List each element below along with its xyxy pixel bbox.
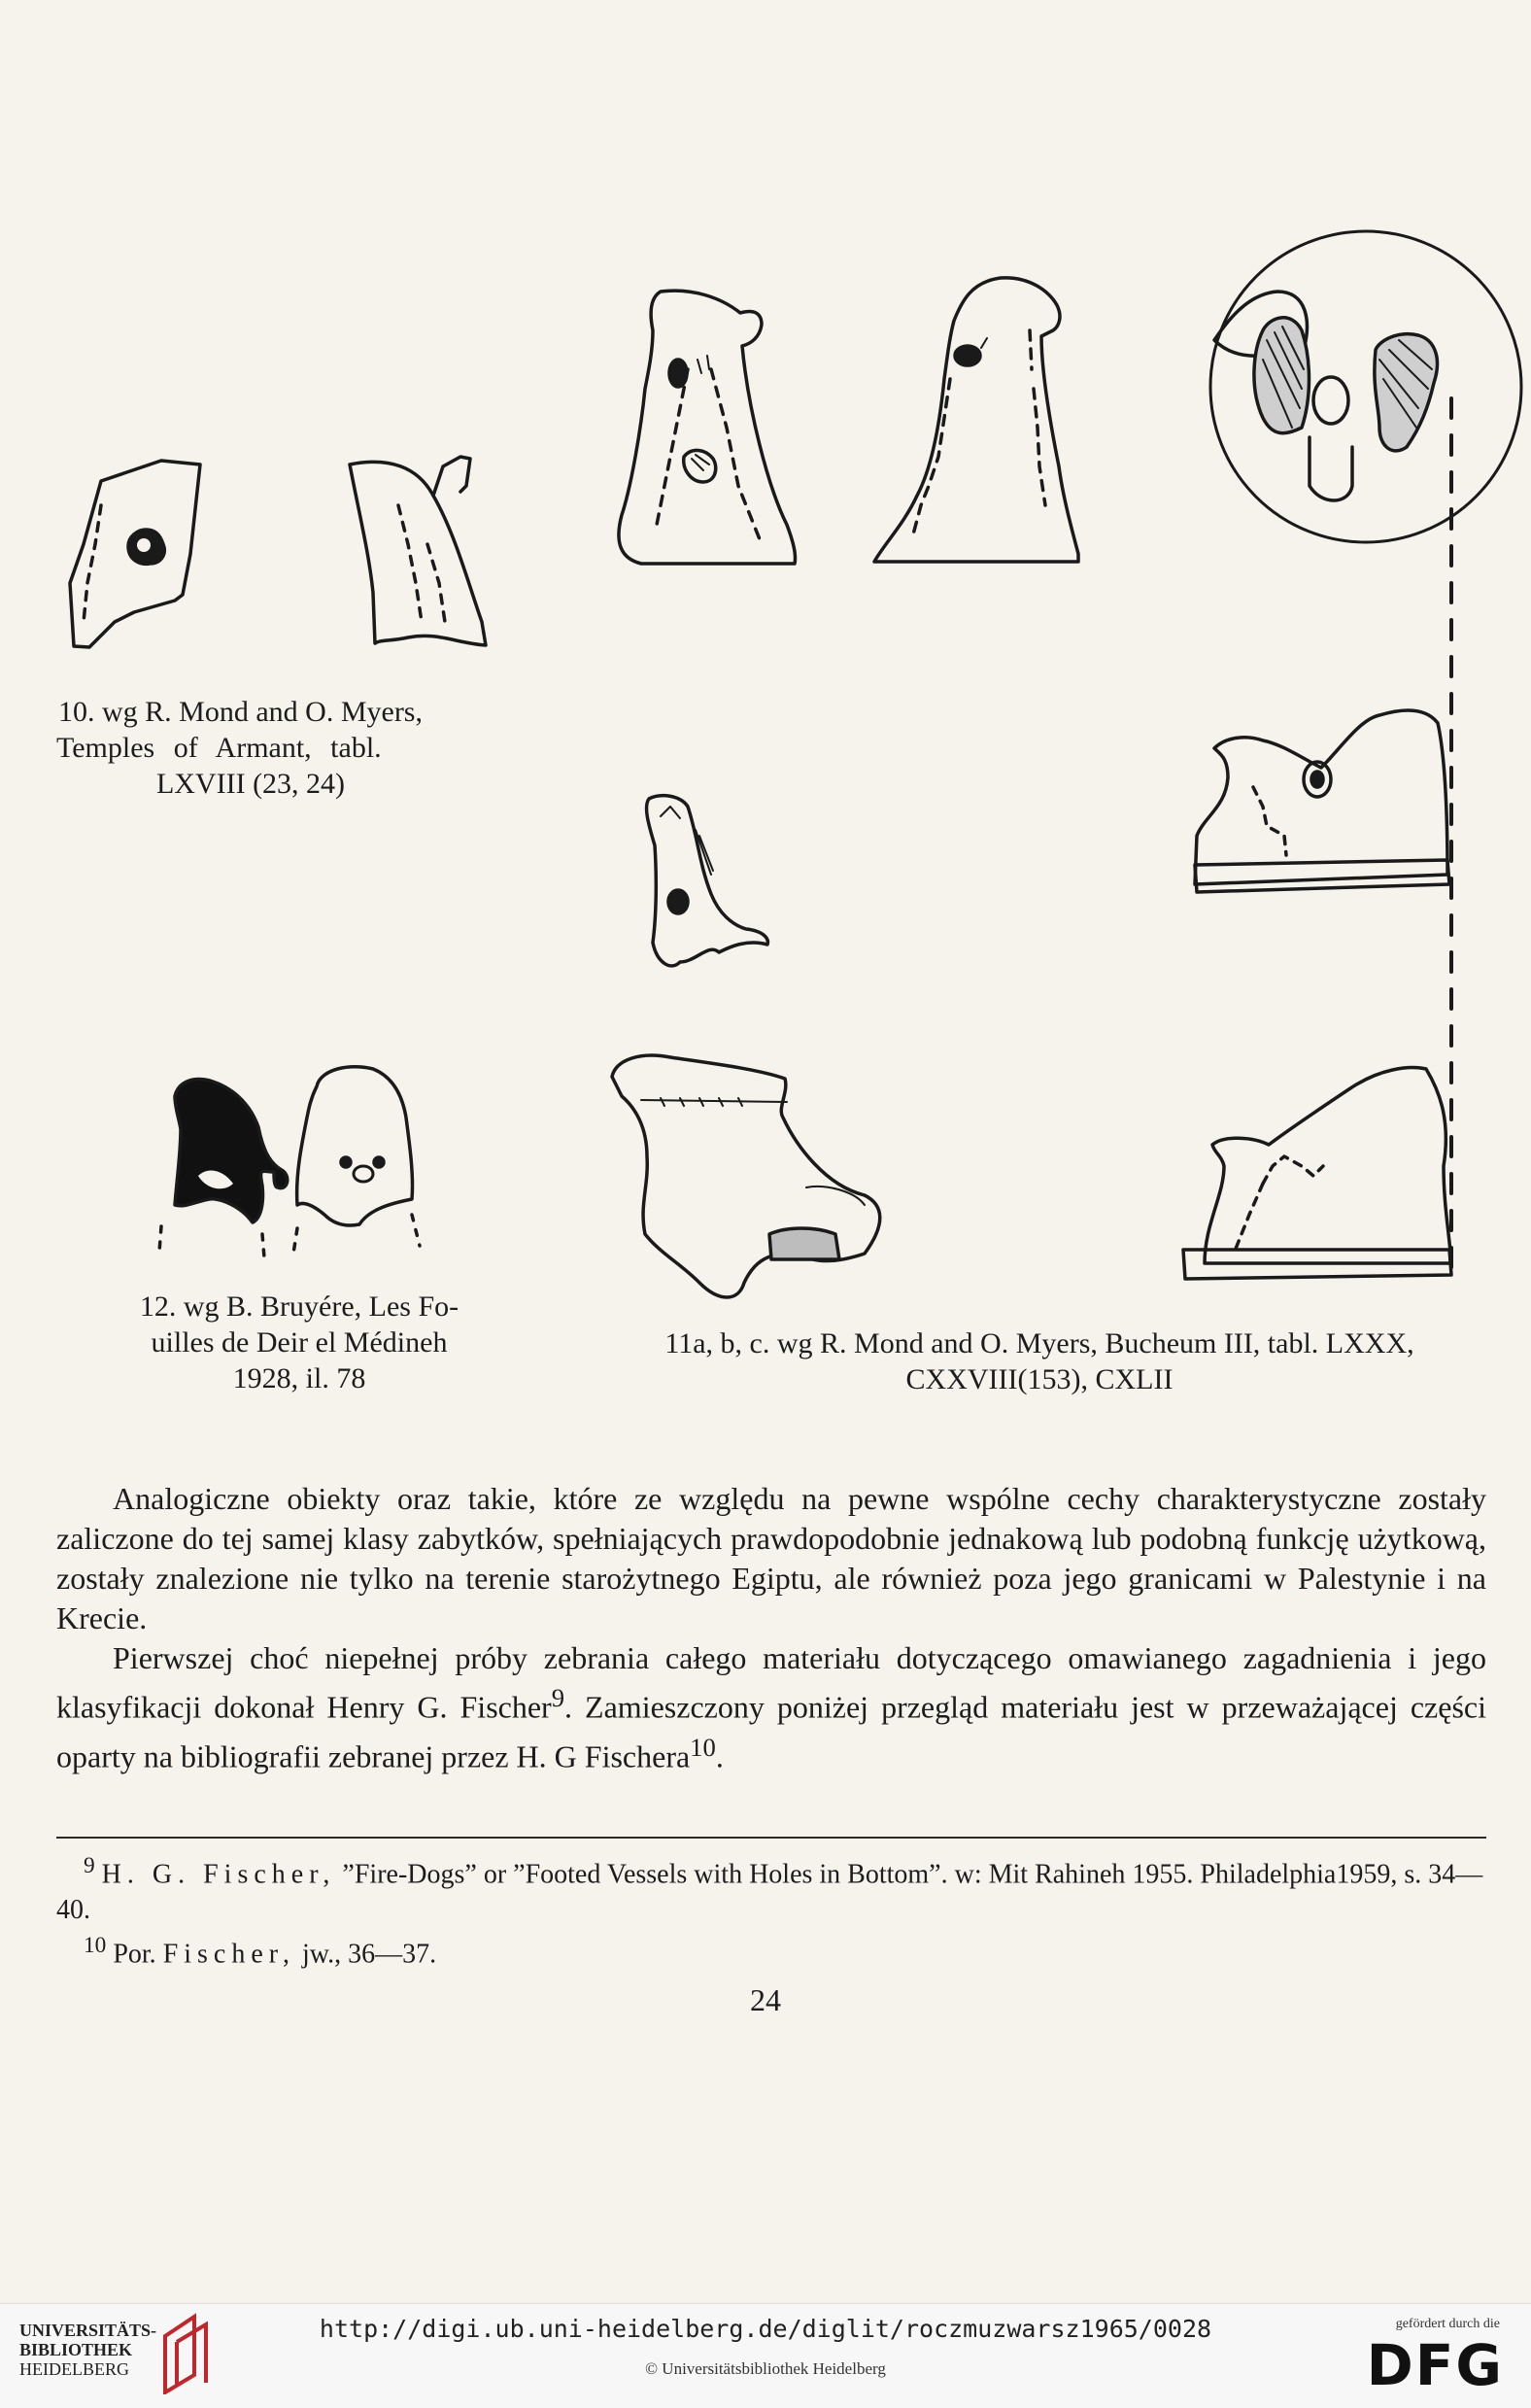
fig11-sherd-1 <box>619 291 796 564</box>
fig11-circle-detail <box>1210 231 1521 542</box>
fig10-caption-line3: LXVIII (23, 24) <box>155 768 346 800</box>
fig10-left-sherd <box>70 461 200 647</box>
funding-label: gefördert durch die <box>1395 2317 1500 2331</box>
fig11-sherd-3 <box>647 796 768 966</box>
footnote-10 <box>56 1928 1486 1972</box>
footnote-divider <box>56 1837 1486 1839</box>
library-name-line3: HEIDELBERG <box>19 2359 129 2379</box>
footnote-ref-9: 9 <box>551 1683 565 1712</box>
fig10-right-sherd <box>350 457 486 645</box>
paragraph-2-part-b: . Zamieszczony poniżej przegląd materiału jest w przeważającej części oparty na bibliografii zebranej przez H. G Fischera <box>56 1689 1487 1774</box>
footnote-10-prefix: Por. <box>113 1939 163 1970</box>
fig12-caption-line3: 1928, il. 78 <box>232 1362 366 1394</box>
paragraph-2-part-c: . <box>715 1738 724 1774</box>
permalink-url[interactable]: http://digi.ub.uni-heidelberg.de/diglit/roczmuzwarsz1965/0028 <box>319 2315 1212 2343</box>
paragraph-2-part-a: Pierwszej choć niepełnej próby zebrania całego materiału dotyczącego omawianego zagadnienia i jego klasyfikacji dokonał Henry G. Fischer <box>56 1640 1486 1725</box>
fig10-caption <box>56 694 523 802</box>
fig12-figures <box>159 1067 420 1257</box>
footnote-10-text: jw., 36—37. <box>295 1939 437 1970</box>
footnote-10-number: 10 <box>84 1933 107 1959</box>
fig12-caption-line1: 12. wg B. Bruyére, Les Fo- <box>139 1290 459 1323</box>
paragraph-1: Analogiczne obiekty oraz takie, które ze względu na pewne wspólne cechy charakterystyczne zostały zaliczone do tej samej klasy zabytków, spełniających prawdopodobnie jednakową lub podobną funkcję użytkową, zostały znalezione nie tylko na terenie starożytnego Egiptu, ale również poza jego granicami w Palestynie i na Krecie. <box>56 1481 1486 1635</box>
fig11-caption-line2: CXXVIII(153), CXLII <box>905 1363 1174 1395</box>
footnote-9 <box>56 1848 1486 1928</box>
fig11-sherd-2 <box>874 278 1078 562</box>
footnote-9-author: H. G. Fischer, <box>101 1859 336 1890</box>
fig11-sherd-6 <box>1183 1068 1451 1279</box>
fig11-sherd-5 <box>612 1055 880 1297</box>
fig11-caption-line1: 11a, b, c. wg R. Mond and O. Myers, Bucheum III, tabl. LXXX, <box>664 1327 1414 1359</box>
page-number: 24 <box>750 1982 781 2017</box>
fig12-caption-line2: uilles de Deir el Médineh <box>151 1326 448 1359</box>
fig10-caption-line2: Temples of Armant, tabl. <box>56 732 382 764</box>
footnote-9-text: ”Fire-Dogs” or ”Footed Vessels with Holes in Bottom”. w: Mit Rahineh 1955. Philadelphia1959, s. 34—40. <box>56 1859 1483 1926</box>
footnote-ref-10: 10 <box>690 1732 716 1762</box>
fig11-caption <box>583 1325 1496 1397</box>
main-text <box>56 1479 1486 1776</box>
fig11-sherd-4 <box>1195 710 1449 892</box>
footnote-9-number: 9 <box>84 1853 95 1878</box>
library-name-line2: BIBLIOTHEK <box>19 2340 133 2359</box>
footnotes <box>56 1848 1486 1973</box>
copyright-notice: © Universitätsbibliothek Heidelberg <box>645 2359 886 2378</box>
fig12-caption <box>115 1289 484 1396</box>
fig10-caption-line1: 10. wg R. Mond and O. Myers, <box>58 696 423 728</box>
library-name-line1: UNIVERSITÄTS- <box>19 2321 157 2340</box>
paragraph-2 <box>56 1638 1486 1776</box>
footnote-10-author: Fischer, <box>162 1939 295 1970</box>
dfg-logo[interactable]: DFG <box>1366 2332 1504 2398</box>
